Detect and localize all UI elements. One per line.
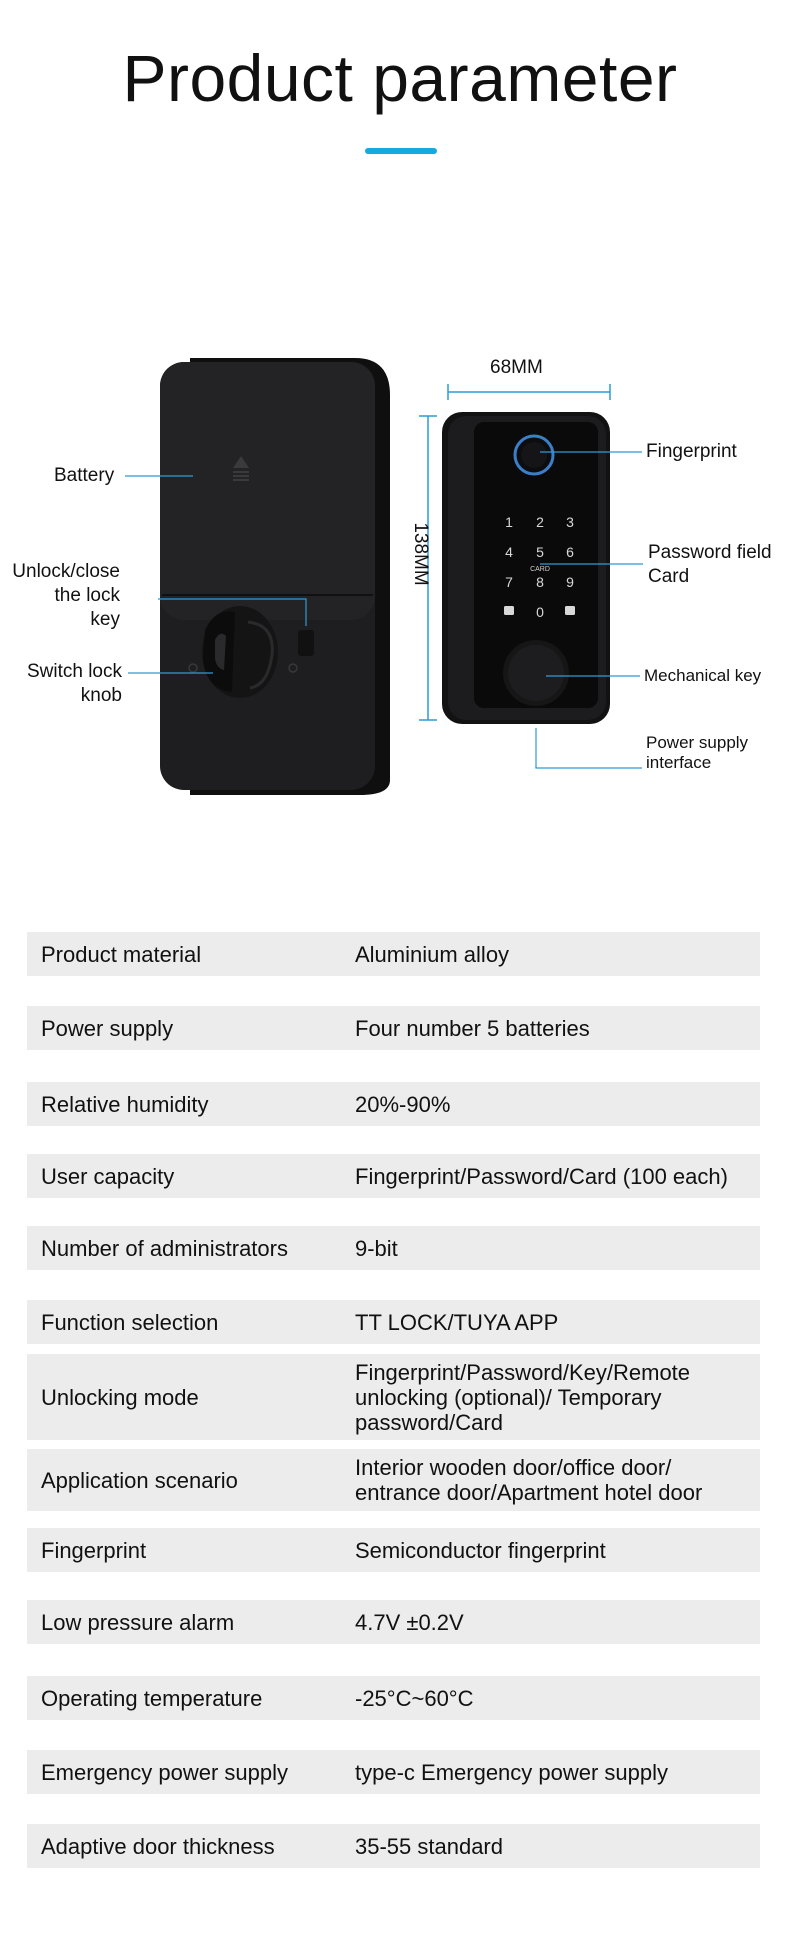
width-label: 68MM [490,357,543,378]
svg-text:7: 7 [505,574,513,590]
svg-text:5: 5 [536,544,544,560]
svg-text:CARD: CARD [530,566,550,573]
page-title: Product parameter [122,41,678,115]
table-row: Application scenario Interior wooden door/office door/ entrance door/Apartment hotel door [27,1449,760,1511]
table-row: Adaptive door thickness 35-55 standard [27,1824,760,1868]
svg-text:0: 0 [536,604,544,620]
table-row: Low pressure alarm 4.7V ±0.2V [27,1600,760,1644]
svg-text:8: 8 [536,574,544,590]
height-label: 138MM [410,522,431,586]
svg-text:1: 1 [505,514,513,530]
table-row: Fingerprint Semiconductor fingerprint [27,1528,760,1572]
callout-power-interface: Power supply interface [646,733,749,772]
table-row: Number of administrators 9-bit [27,1226,760,1270]
callout-unlock-key: Unlock/close the lock key [12,561,120,630]
table-row: Emergency power supply type-c Emergency power supply [27,1750,760,1794]
table-row: Product material Aluminium alloy [27,932,760,976]
callout-fingerprint: Fingerprint [646,441,737,462]
svg-text:4: 4 [505,544,513,560]
svg-text:3: 3 [566,514,574,530]
table-row: Function selection TT LOCK/TUYA APP [27,1300,760,1344]
svg-text:9: 9 [566,574,574,590]
table-row: Relative humidity 20%-90% [27,1082,760,1126]
callout-mechanical-key: Mechanical key [644,666,762,685]
callout-password-card: Password field Card [648,542,772,587]
callout-battery: Battery [54,465,115,486]
svg-text:2: 2 [536,514,544,530]
table-row: User capacity Fingerprint/Password/Card (100 each) [27,1154,760,1198]
svg-text:6: 6 [566,544,574,560]
table-row: Power supply Four number 5 batteries [27,1006,760,1050]
spec-table [27,0,760,1938]
table-row: Unlocking mode Fingerprint/Password/Key/Remote unlocking (optional)/ Temporary password/Card [27,1354,760,1440]
callout-switch-knob: Switch lock knob [26,661,122,706]
table-row: Operating temperature -25°C~60°C [27,1676,760,1720]
